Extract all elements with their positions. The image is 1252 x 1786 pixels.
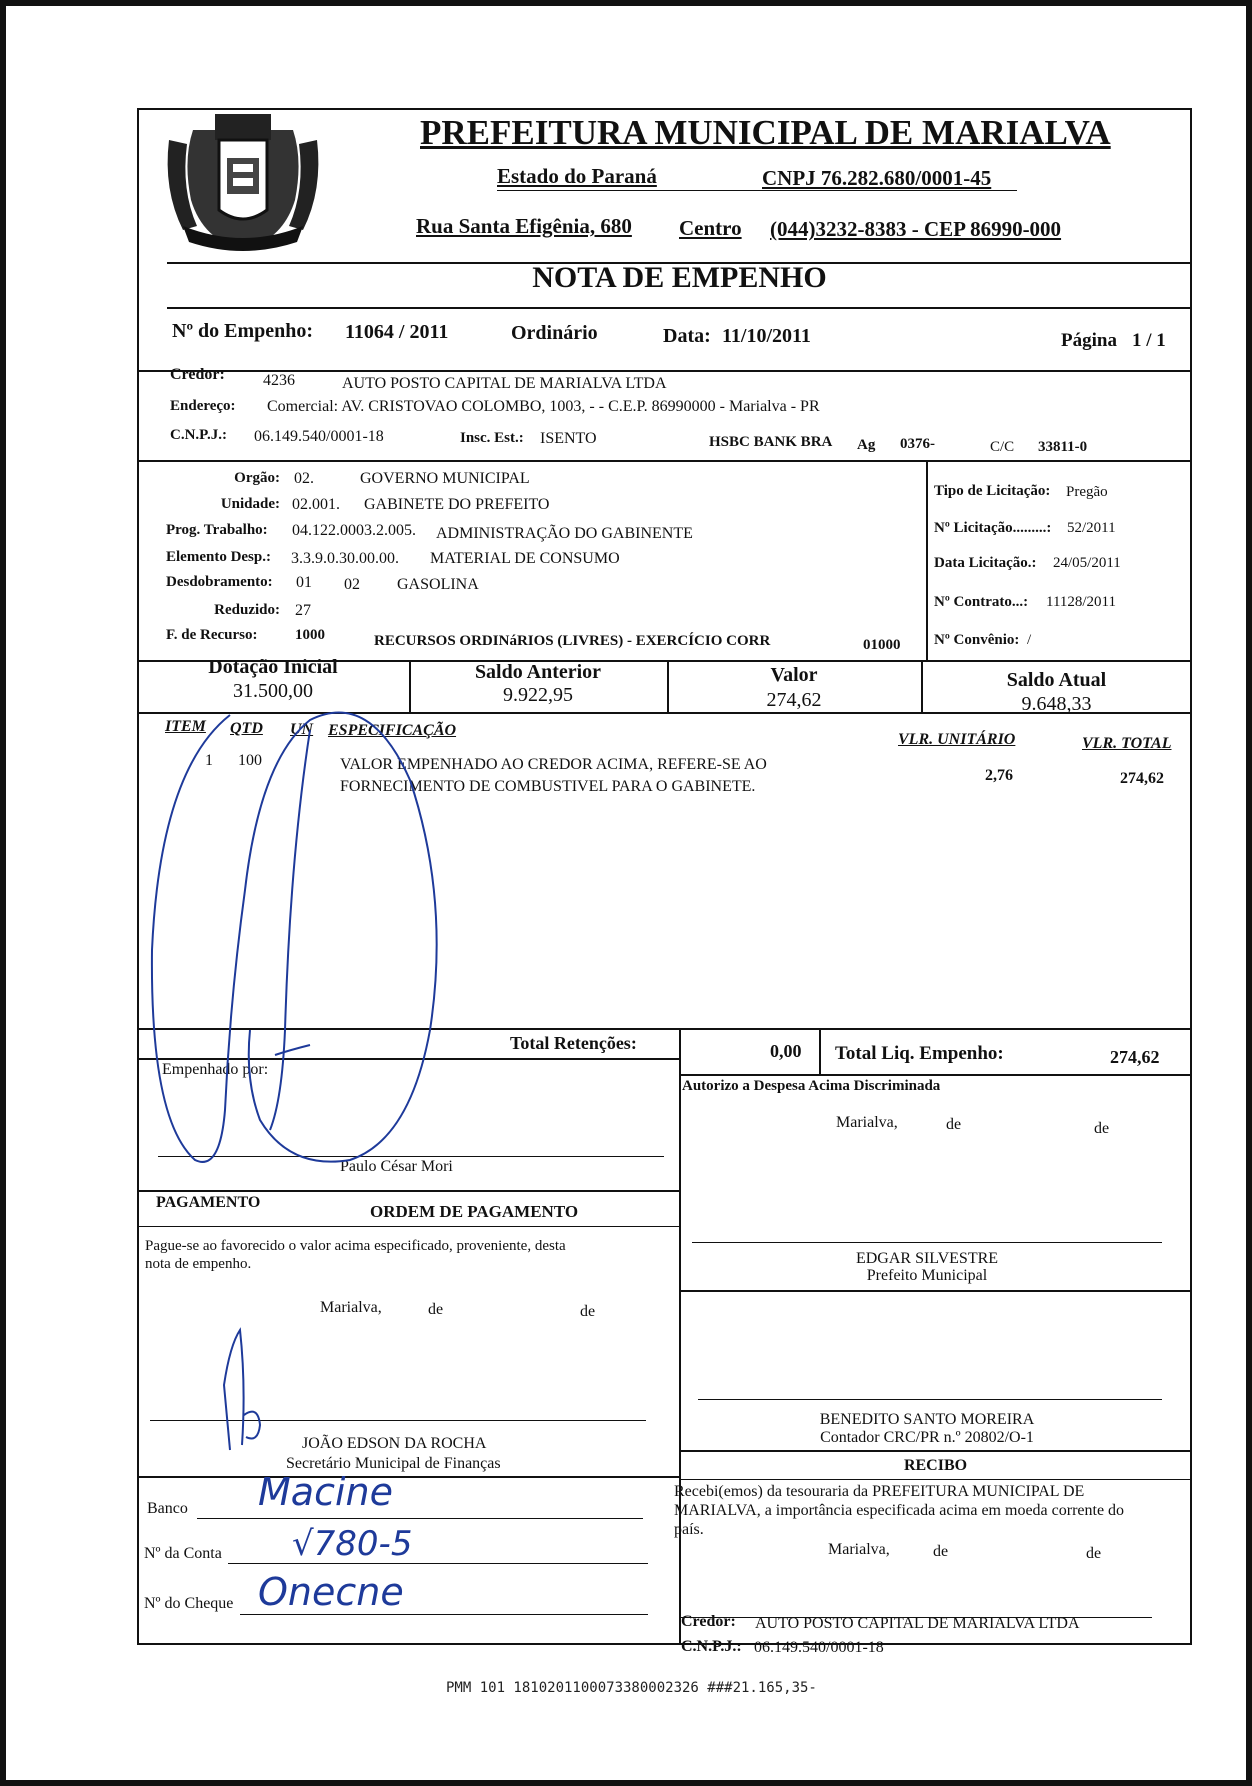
dotacao-value: 31.500,00 [233, 680, 313, 702]
empenhado-label: Empenhado por: [162, 1061, 269, 1078]
empenhado-signer: Paulo César Mori [340, 1158, 453, 1175]
prog-code: 04.122.0003.2.005. [292, 522, 416, 539]
contrato-value: 11128/2011 [1046, 594, 1116, 610]
pagamento-city: Marialva, [320, 1299, 382, 1316]
saldo-atual-value: 9.648,33 [1021, 693, 1092, 715]
recibo-line2: MARIALVA, a importância especificada acima em moeda corrente do [674, 1502, 1125, 1519]
conta-handwritten: √780-5 [292, 1524, 413, 1564]
empenho-number-label: Nº do Empenho: [172, 320, 314, 342]
saldo-anterior-value: 9.922,95 [503, 684, 573, 706]
contrato-label: Nº Contrato...: [934, 594, 1029, 610]
desdobramento-b: 02 [344, 576, 360, 593]
phone-cep-label: (044)3232-8383 - CEP 86990-000 [770, 217, 1062, 241]
recibo-cnpj: 06.149.540/0001-18 [754, 1639, 884, 1656]
recibo-credor: AUTO POSTO CAPITAL DE MARIALVA LTDA [755, 1615, 1080, 1632]
item-unit-price: 2,76 [985, 767, 1013, 784]
prog-label: Prog. Trabalho: [166, 522, 268, 538]
page-number: 1 / 1 [1132, 330, 1166, 351]
licitacao-numero-label: Nº Licitação.........: [934, 520, 1052, 536]
document-title: NOTA DE EMPENHO [532, 261, 827, 294]
col-vlr-total: VLR. TOTAL [1082, 735, 1172, 752]
orgao-label: Orgão: [234, 470, 280, 486]
contador-role: Contador CRC/PR n.º 20802/O-1 [820, 1429, 1034, 1446]
recurso-name: RECURSOS ORDINáRIOS (LIVRES) - EXERCÍCIO CORR [374, 633, 771, 649]
barcode-text: PMM 101 1810201100073380002326 ###21.165,35- [446, 1680, 817, 1696]
recibo-line3: país. [674, 1521, 704, 1538]
autorizo-de2: de [1094, 1120, 1110, 1137]
desdobramento-name: GASOLINA [397, 576, 479, 593]
elemento-label: Elemento Desp.: [166, 549, 271, 565]
creditor-label: Credor: [170, 366, 225, 383]
desdobramento-label: Desdobramento: [166, 574, 273, 590]
ordem-pagamento-label: ORDEM DE PAGAMENTO [370, 1202, 579, 1221]
unidade-label: Unidade: [220, 496, 280, 512]
licitacao-data: 24/05/2011 [1053, 555, 1121, 571]
empenho-number: 11064 / 2011 [345, 321, 449, 343]
liquido-label: Total Liq. Empenho: [835, 1043, 1004, 1064]
convenio-label: Nº Convênio: [934, 632, 1020, 648]
col-qtd: QTD [230, 720, 263, 737]
creditor-name: AUTO POSTO CAPITAL DE MARIALVA LTDA [342, 375, 667, 392]
creditor-code: 4236 [263, 372, 295, 389]
item-number: 1 [205, 752, 213, 769]
orgao-name: GOVERNO MUNICIPAL [360, 470, 530, 487]
licitacao-data-label: Data Licitação.: [934, 555, 1037, 571]
col-item: ITEM [165, 718, 206, 735]
reduzido-value: 27 [295, 602, 311, 619]
pagamento-text-line2: nota de empenho. [145, 1256, 252, 1272]
recibo-title: RECIBO [903, 1457, 968, 1474]
orgao-code: 02. [294, 470, 314, 487]
autorizo-de1: de [946, 1116, 962, 1133]
convenio-value: / [1027, 632, 1032, 648]
col-especificacao: ESPECIFICAÇÃO [328, 722, 457, 739]
insc-value: ISENTO [540, 430, 597, 447]
unidade-code: 02.001. [292, 496, 340, 513]
bank-name: HSBC BANK BRA [709, 434, 833, 450]
elemento-code: 3.3.9.0.30.00.00. [291, 550, 399, 567]
recurso-code: 1000 [295, 627, 325, 643]
autorizo-city: Marialva, [836, 1114, 898, 1131]
saldo-anterior-label: Saldo Anterior [474, 661, 602, 683]
account-label: C/C [990, 439, 1015, 455]
autorizo-label: Autorizo a Despesa Acima Discriminada [682, 1078, 941, 1094]
agency-label: Ag [857, 437, 876, 453]
creditor-address: Comercial: AV. CRISTOVAO COLOMBO, 1003, - - C.E.P. 86990000 - Marialva - PR [267, 398, 820, 415]
ellipse-mark [150, 700, 470, 1170]
agency-value: 0376- [900, 436, 935, 452]
date-label: Data: [663, 325, 711, 347]
pagamento-signer-role: Secretário Municipal de Finanças [286, 1455, 501, 1472]
address-label: Rua Santa Efigênia, 680 [416, 214, 632, 238]
licitacao-tipo: Pregão [1066, 484, 1108, 500]
desdobramento-a: 01 [296, 574, 312, 591]
date-value: 11/10/2011 [722, 325, 811, 347]
item-description-line1: VALOR EMPENHADO AO CREDOR ACIMA, REFERE-SE AO [340, 756, 767, 773]
address-field-label: Endereço: [170, 398, 236, 414]
retencoes-label: Total Retenções: [510, 1033, 637, 1053]
pagamento-label: PAGAMENTO [156, 1194, 261, 1211]
recibo-de2: de [1086, 1545, 1102, 1562]
pagamento-signer-name: JOÃO EDSON DA ROCHA [302, 1435, 487, 1452]
item-description-line2: FORNECIMENTO DE COMBUSTIVEL PARA O GABINETE. [340, 778, 756, 795]
valor-value: 274,62 [766, 689, 822, 711]
cheque-handwritten: Onecne [258, 1570, 404, 1614]
empenho-type: Ordinário [511, 322, 598, 344]
dotacao-label: Dotação Inicial [208, 656, 338, 678]
signature-mark [210, 1325, 280, 1455]
banco-handwritten: Macine [258, 1470, 393, 1514]
recibo-de1: de [933, 1543, 949, 1560]
prefeito-role: Prefeito Municipal [866, 1267, 988, 1284]
creditor-cnpj: 06.149.540/0001-18 [254, 428, 384, 445]
recibo-cnpj-label: C.N.P.J.: [681, 1638, 742, 1655]
page-title: PREFEITURA MUNICIPAL DE MARIALVA [420, 113, 1111, 152]
recibo-city: Marialva, [828, 1541, 890, 1558]
cnpj-header: CNPJ 76.282.680/0001-45 [762, 166, 992, 190]
licitacao-tipo-label: Tipo de Licitação: [934, 483, 1051, 499]
prefeito-name: EDGAR SILVESTRE [855, 1250, 999, 1267]
cnpj-field-label: C.N.P.J.: [170, 427, 227, 443]
retencoes-value: 0,00 [770, 1041, 802, 1061]
recibo-line1: Recebi(emos) da tesouraria da PREFEITURA MUNICIPAL DE [674, 1483, 1085, 1500]
pagamento-de1: de [428, 1301, 444, 1318]
recurso-label: F. de Recurso: [166, 627, 258, 643]
col-un: UN [290, 721, 314, 738]
recurso-code2: 01000 [863, 637, 901, 653]
conta-label: Nº da Conta [144, 1545, 222, 1562]
prog-name: ADMINISTRAÇÃO DO GABINENTE [436, 525, 693, 542]
col-vlr-unitario: VLR. UNITÁRIO [898, 731, 1016, 748]
cheque-label: Nº do Cheque [144, 1595, 234, 1612]
state-label: Estado do Paraná [497, 164, 657, 188]
item-total: 274,62 [1120, 770, 1164, 787]
item-qtd: 100 [238, 752, 262, 769]
contador-name: BENEDITO SANTO MOREIRA [819, 1411, 1035, 1428]
pagamento-text-line1: Pague-se ao favorecido o valor acima especificado, proveniente, desta [145, 1238, 566, 1254]
licitacao-numero: 52/2011 [1067, 520, 1116, 536]
valor-label: Valor [770, 664, 818, 686]
banco-label: Banco [147, 1500, 188, 1517]
pagamento-de2: de [580, 1303, 596, 1320]
liquido-value: 274,62 [1110, 1047, 1160, 1067]
recibo-credor-label: Credor: [681, 1613, 736, 1630]
page-label: Página [1061, 330, 1117, 351]
elemento-name: MATERIAL DE CONSUMO [430, 550, 620, 567]
insc-label: Insc. Est.: [460, 430, 524, 446]
saldo-atual-label: Saldo Atual [1006, 669, 1107, 691]
district-label: Centro [679, 216, 742, 240]
unidade-name: GABINETE DO PREFEITO [364, 496, 550, 513]
reduzido-label: Reduzido: [214, 602, 280, 618]
account-value: 33811-0 [1038, 439, 1088, 455]
